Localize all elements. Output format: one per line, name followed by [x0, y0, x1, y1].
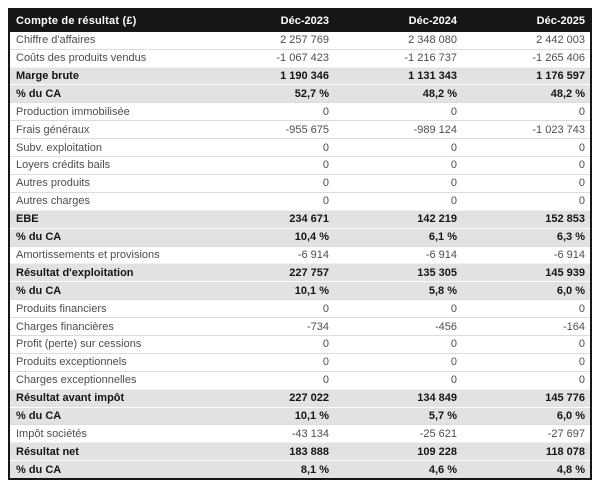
cell-value: 6,0 % — [556, 284, 585, 297]
cell-value: -6 914 — [553, 248, 585, 261]
cell-value: 4,8 % — [556, 463, 585, 476]
table-row — [10, 121, 590, 139]
cell-value: 2 348 080 — [408, 34, 457, 47]
cell-value: -6 914 — [297, 248, 329, 261]
cell-value: 0 — [450, 302, 457, 315]
cell-value: 0 — [578, 195, 585, 208]
cell-value: 5,8 % — [428, 284, 457, 297]
cell-value: 0 — [450, 177, 457, 190]
row-label: Charges exceptionnelles — [16, 374, 137, 387]
table-row — [10, 300, 590, 318]
cell-value: 0 — [450, 195, 457, 208]
cell-value: 2 442 003 — [536, 34, 585, 47]
cell-value: 0 — [450, 141, 457, 154]
cell-value: 0 — [322, 195, 329, 208]
row-label: Profit (perte) sur cessions — [16, 338, 142, 351]
table-row — [10, 174, 590, 192]
row-label: Impôt sociétés — [16, 427, 87, 440]
row-label: Résultat net — [16, 445, 79, 458]
row-label: Résultat avant impôt — [16, 392, 125, 405]
cell-value: 0 — [322, 374, 329, 387]
row-label: Subv. exploitation — [16, 141, 103, 154]
table-row — [10, 282, 590, 300]
table-row — [10, 389, 590, 407]
cell-value: 118 078 — [545, 445, 585, 458]
cell-value: 109 228 — [417, 445, 457, 458]
cell-value: 0 — [322, 159, 329, 172]
cell-value: 227 022 — [289, 392, 329, 405]
cell-value: 183 888 — [289, 445, 329, 458]
table-row — [10, 139, 590, 157]
cell-value: -1 216 737 — [404, 52, 457, 65]
cell-value: 4,6 % — [428, 463, 457, 476]
table-title: Compte de résultat (£) — [10, 10, 204, 32]
row-label: Autres produits — [16, 177, 90, 190]
column-header-dec-2024: Déc-2024 — [334, 10, 462, 32]
income-statement-body — [10, 32, 590, 478]
table-row — [10, 85, 590, 103]
header-row — [10, 10, 590, 32]
cell-value: 52,7 % — [294, 87, 329, 100]
row-label: Résultat d'exploitation — [16, 266, 134, 279]
row-label: Production immobilisée — [16, 105, 130, 118]
table-row — [10, 371, 590, 389]
cell-value: 1 131 343 — [408, 70, 457, 83]
table-row — [10, 353, 590, 371]
table-row — [10, 425, 590, 443]
cell-value: 0 — [450, 338, 457, 351]
table-row — [10, 318, 590, 336]
income-statement-table-container — [8, 8, 592, 480]
cell-value: 5,7 % — [428, 409, 457, 422]
row-label: Coûts des produits vendus — [16, 52, 147, 65]
cell-value: 48,2 % — [550, 87, 585, 100]
cell-value: 6,0 % — [556, 409, 585, 422]
cell-value: 1 190 346 — [280, 70, 329, 83]
cell-value: 0 — [322, 141, 329, 154]
cell-value: 142 219 — [417, 213, 457, 226]
cell-value: 10,1 % — [294, 284, 329, 297]
cell-value: 6,1 % — [428, 231, 457, 244]
cell-value: 0 — [322, 177, 329, 190]
cell-value: -25 621 — [419, 427, 457, 440]
row-label: Charges financières — [16, 320, 114, 333]
cell-value: -989 124 — [413, 123, 457, 136]
table-row — [10, 228, 590, 246]
row-label: EBE — [16, 213, 39, 226]
row-label: % du CA — [16, 231, 62, 244]
cell-value: -27 697 — [547, 427, 585, 440]
table-row — [10, 103, 590, 121]
table-row — [10, 192, 590, 210]
table-row — [10, 264, 590, 282]
cell-value: 0 — [578, 356, 585, 369]
cell-value: 0 — [578, 338, 585, 351]
cell-value: -1 265 406 — [532, 52, 585, 65]
table-row — [10, 246, 590, 264]
cell-value: 234 671 — [289, 213, 329, 226]
row-label: % du CA — [16, 463, 62, 476]
cell-value: 0 — [450, 159, 457, 172]
cell-value: 48,2 % — [422, 87, 457, 100]
cell-value: 145 776 — [545, 392, 585, 405]
cell-value: 134 849 — [417, 392, 457, 405]
cell-value: -1 067 423 — [276, 52, 329, 65]
cell-value: 0 — [450, 356, 457, 369]
cell-value: 0 — [450, 105, 457, 118]
cell-value: 152 853 — [545, 213, 585, 226]
row-label: Produits financiers — [16, 302, 107, 315]
cell-value: 135 305 — [417, 266, 457, 279]
cell-value: 0 — [450, 374, 457, 387]
row-label: Frais généraux — [16, 123, 90, 136]
cell-value: 10,1 % — [294, 409, 329, 422]
cell-value: -456 — [434, 320, 457, 333]
row-label: % du CA — [16, 87, 62, 100]
row-label: % du CA — [16, 409, 62, 422]
table-row — [10, 49, 590, 67]
cell-value: -164 — [562, 320, 585, 333]
row-label: Produits exceptionnels — [16, 356, 127, 369]
row-label: Marge brute — [16, 70, 79, 83]
cell-value: -43 134 — [291, 427, 329, 440]
cell-value: 0 — [322, 356, 329, 369]
income-statement-table — [10, 10, 590, 478]
row-label: Autres charges — [16, 195, 90, 208]
cell-value: 0 — [322, 338, 329, 351]
cell-value: 0 — [322, 302, 329, 315]
cell-value: -734 — [306, 320, 329, 333]
table-row — [10, 210, 590, 228]
table-header — [10, 10, 590, 32]
cell-value: 2 257 769 — [280, 34, 329, 47]
cell-value: 10,4 % — [294, 231, 329, 244]
table-row — [10, 67, 590, 85]
cell-value: 0 — [578, 159, 585, 172]
table-row — [10, 407, 590, 425]
row-label: Chiffre d'affaires — [16, 34, 96, 47]
cell-value: 0 — [578, 302, 585, 315]
table-row — [10, 461, 590, 478]
row-label: Amortissements et provisions — [16, 248, 160, 261]
cell-value: 0 — [578, 177, 585, 190]
table-row — [10, 335, 590, 353]
row-label: % du CA — [16, 284, 62, 297]
cell-value: 227 757 — [289, 266, 329, 279]
column-header-dec-2023: Déc-2023 — [204, 10, 334, 32]
cell-value: -6 914 — [425, 248, 457, 261]
table-row — [10, 157, 590, 175]
cell-value: 6,3 % — [556, 231, 585, 244]
table-row — [10, 32, 590, 49]
cell-value: 0 — [578, 374, 585, 387]
cell-value: 0 — [578, 105, 585, 118]
cell-value: -1 023 743 — [532, 123, 585, 136]
cell-value: 8,1 % — [300, 463, 329, 476]
column-header-dec-2025: Déc-2025 — [462, 10, 590, 32]
cell-value: 145 939 — [545, 266, 585, 279]
cell-value: -955 675 — [285, 123, 329, 136]
cell-value: 0 — [322, 105, 329, 118]
table-row — [10, 443, 590, 461]
row-label: Loyers crédits bails — [16, 159, 111, 172]
cell-value: 1 176 597 — [536, 70, 585, 83]
cell-value: 0 — [578, 141, 585, 154]
